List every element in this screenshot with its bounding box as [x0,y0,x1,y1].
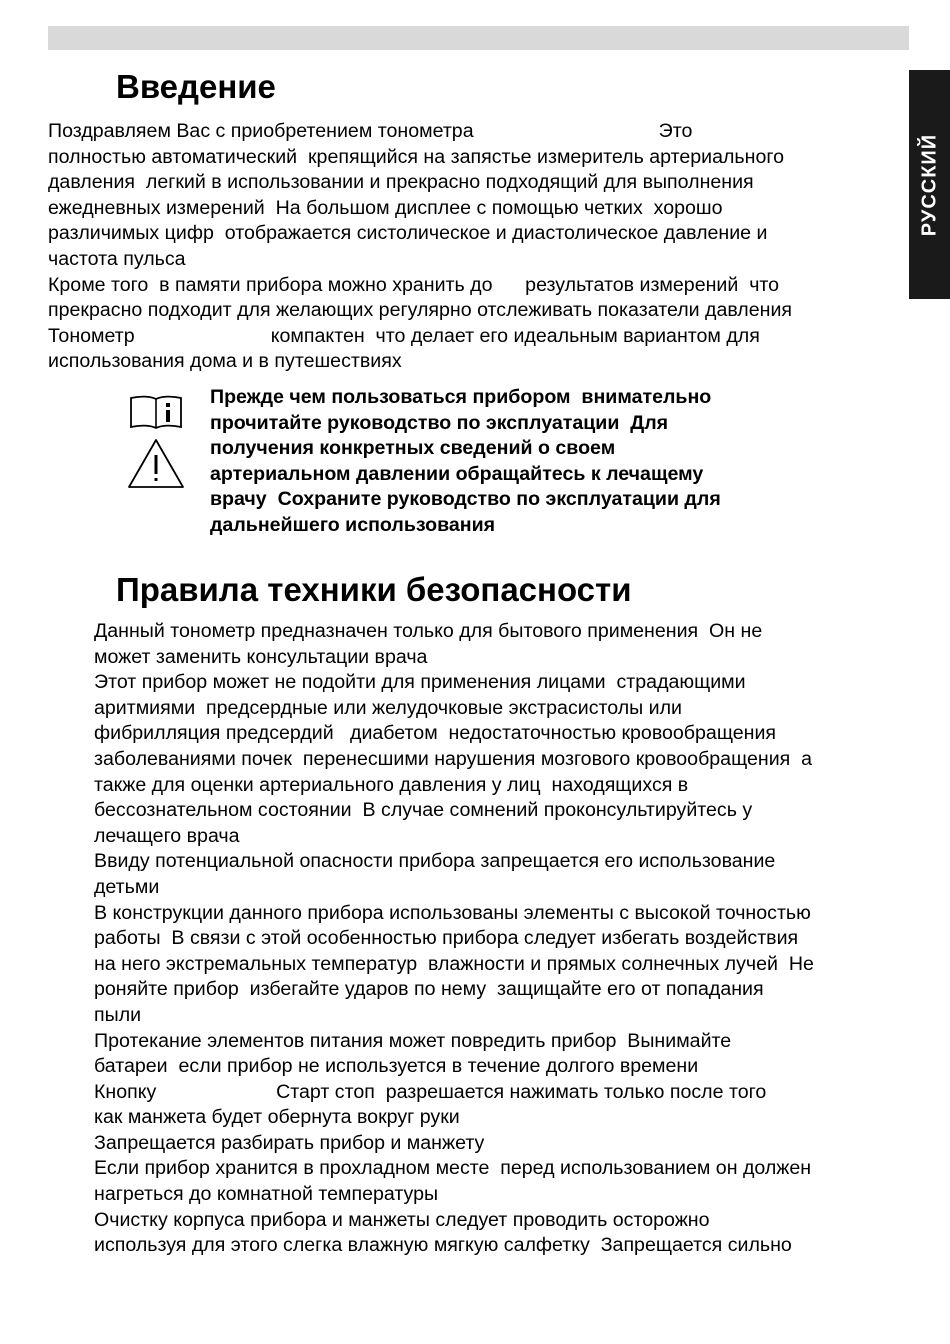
text-line: используя для этого слегка влажную мягкую салфетку Запрещается сильно [94,1234,792,1257]
text-line: Очистку корпуса прибора и манжеты следует проводить осторожно [94,1208,710,1231]
text-line: Если прибор хранится в прохладном месте перед использованием он должен [94,1157,812,1180]
text-line: использования дома и в путешествиях [48,350,402,373]
safety-heading: Правила техники безопасности [116,571,632,608]
text-line: давления легкий в использовании и прекрасно подходящий для выполнения [48,171,754,194]
intro-text [48,119,903,375]
language-tab-label: РУССКИЙ [918,133,940,236]
text-line: В конструкции данного прибора использованы элементы с высокой точностью [94,901,811,924]
text-line: артериальном давлении обращайтесь к лечащему [210,462,704,485]
text-line: Ввиду потенциальной опасности прибора запрещается его использование [94,850,776,873]
text-line: получения конкретных сведений о своем [210,437,616,460]
text-line: Кроме того в памяти прибора можно хранить до результатов измерений что [48,273,780,296]
caution-note [210,385,830,539]
text-line: заболеваниями почек перенесшими нарушения мозгового кровообращения а [94,747,813,770]
text-line: роняйте прибор избегайте ударов по нему защищайте его от попадания [94,978,764,1001]
language-tab [909,70,950,299]
text-line: Поздравляем Вас с приобретением тонометра Это [48,120,693,142]
header-bar [48,26,909,50]
text-line: лечащего врача [94,824,240,847]
text-line: прочитайте руководство по эксплуатации Для [210,411,669,434]
text-line: пыли [94,1003,142,1026]
text-line: аритмиями предсердные или желудочковые экстрасистолы или [94,696,682,719]
text-line: Тонометр компактен что делает его идеальным вариантом для [48,324,760,347]
text-line: также для оценки артериального давления у лиц находящихся в [94,773,689,796]
text-line: Запрещается разбирать прибор и манжету [94,1131,485,1154]
text-line: Прежде чем пользоваться прибором внимательно [210,386,712,408]
text-line: Данный тонометр предназначен только для бытового применения Он не [94,620,763,642]
text-line: частота пульса [48,247,186,270]
warning-triangle-icon [126,437,186,491]
text-line: детьми [94,875,160,898]
text-line: прекрасно подходит для желающих регулярно отслеживать показатели давления [48,299,793,322]
text-line: Этот прибор может не подойти для применения лицами страдающими [94,671,746,694]
text-line: батареи если прибор не используется в течение долгого времени [94,1055,699,1078]
text-line: может заменить консультации врача [94,645,428,668]
text-line: Протекание элементов питания может повредить прибор Вынимайте [94,1029,732,1052]
text-line: на него экстремальных температур влажности и прямых солнечных лучей Не [94,952,814,975]
text-line: дальнейшего использования [210,513,496,536]
text-line: работы В связи с этой особенностью прибора следует избегать воздействия [94,927,799,950]
intro-heading: Введение [116,68,276,105]
text-line: как манжета будет обернута вокруг руки [94,1106,460,1129]
text-line: ежедневных измерений На большом дисплее с помощью четких хорошо [48,196,723,219]
info-book-icon [128,393,184,431]
text-line: бессознательном состоянии В случае сомнений проконсультируйтесь у [94,799,753,822]
text-line: Кнопку Старт стоп разрешается нажимать только после того [94,1080,767,1103]
safety-text [94,619,909,1259]
text-line: фибрилляция предсердий диабетом недостаточностью кровообращения [94,722,777,745]
text-line: полностью автоматический крепящийся на запястье измеритель артериального [48,145,784,168]
text-line: врачу Сохраните руководство по эксплуатации для [210,488,721,511]
text-line: различимых цифр отображается систолическое и диастолическое давление и [48,222,768,245]
text-line: нагреться до комнатной температуры [94,1183,439,1206]
